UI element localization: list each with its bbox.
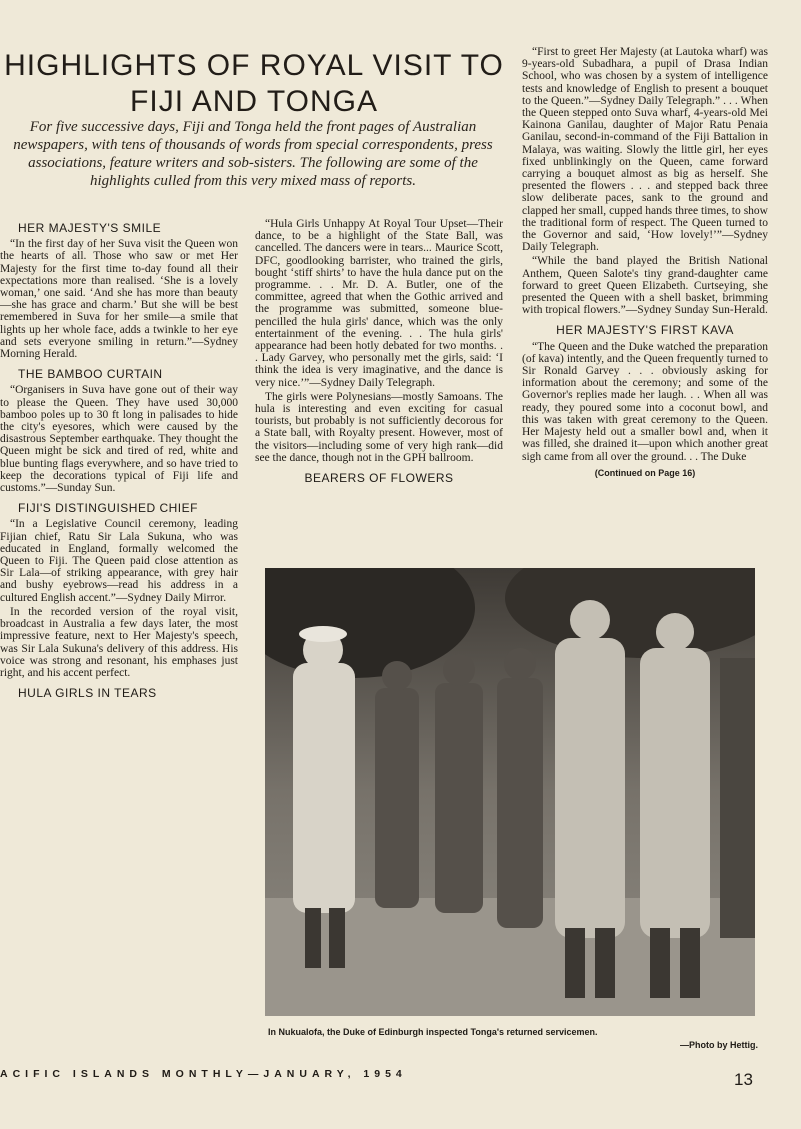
section-text-kava: “The Queen and the Duke watched the preparation (of kava) intently, and the Queen frequently turned to Sir Ronald Garvey . . . obviously asking for information about the ceremony; and some of the Governor's replies made her laugh. . . When all was ready, they poured some into a coconut bowl, and this was taken with great ceremony to the Queen. Her Majesty held out a smaller bowl and, when it was filled, she drained it—upon which another great sigh came from all over the ground. . . The Duke — [522, 340, 768, 463]
section-text-hula-2: The girls were Polynesians—mostly Samoans. The hula is interesting and even exciting for casual tourists, but probably is not sufficiently decorous for a State ball, with Royalty present. However, most of the visitors—including some of very high rank—did see the dance, though not in the GPH ballroom. — [255, 390, 503, 464]
photo-credit: —Photo by Hettig. — [680, 1040, 758, 1050]
article-title: HIGHLIGHTS OF ROYAL VISIT TO FIJI AND TONGA — [4, 49, 504, 118]
column-1 — [0, 214, 238, 703]
section-heading-smile: HER MAJESTY'S SMILE — [18, 221, 162, 235]
section-text-flowers: “First to greet Her Majesty (at Lautoka wharf) was 9-years-old Subadhara, a pupil of Drasa Indian School, who was chosen by a system of intelligence tests and knowledge of English to present a bouquet to the Queen.”—Sydney Daily Telegraph.” . . . When the Queen stepped onto Suva wharf, 4-years-old Mei Kainona Ganilau, daughter of Major Ratu Penaia Ganilau, second-in-command of the Fiji Battalion in Malaya, was waiting. Slowly the little girl, her eyes fixed unblinkingly on the Queen, came forward carrying a bouquet almost as big as herself. She presented the flowers . . . and stepped back three slow deliberate paces, sank to the ground and clapped her small, cupped hands three times, to show the traditional form of respect. The Queen turned to the Governor and said, ‘How lovely!’”—Sydney Daily Telegraph. — [522, 46, 768, 254]
photo-duke-inspection — [265, 568, 755, 1016]
section-heading-kava: HER MAJESTY'S FIRST KAVA — [556, 323, 734, 338]
section-text-chief-1: “In a Legislative Council ceremony, leading Fijian chief, Ratu Sir Lala Sukuna, who was educated in England, formally welcomed the Queen to Fiji. The Queen paid close attention as Sir Lala—of striking appearance, with grey hair and bushy eyebrows—read his address in a cultured English accent.”—Sydney Daily Mirror. — [0, 518, 238, 604]
section-heading-chief: FIJI'S DISTINGUISHED CHIEF — [18, 501, 198, 516]
photo-caption-text: In Nukualofa, the Duke of Edinburgh inspected Tonga's returned servicemen. — [268, 1027, 598, 1037]
section-text-hula: “Hula Girls Unhappy At Royal Tour Upset—Their dance, to be a highlight of the State Ball, was cancelled. The dancers were in tears... Maurice Scott, DFC, goodlooking barrister, who trained the girls, bought ‘stiff shirts’ to have the hula dance put on the programme. . . Mr. D. A. Butler, one of the committee, agreed that when the Gothic arrived and the programme was submitted, someone blue-pencilled the hula girls' dance, which was the only entertainment of the evening. . . The hula girls' appearance had been hotly debated for two months. . . Lady Garvey, who personally met the girls, said: ‘I think the idea is very imaginative, and the dance is very nice.’”—Sydney Daily Telegraph. — [255, 218, 503, 389]
article-intro: For five successive days, Fiji and Tonga held the front pages of Australian newspapers, with tens of thousands of words from special correspondents, press associations, feature writers and sob-sisters. The following are some of the highlights culled from this very mixed mass of reports. — [13, 119, 493, 189]
photo-caption — [268, 1026, 758, 1052]
section-text-curtain: “Organisers in Suva have gone out of their way to please the Queen. They have used 30,000 bamboo poles up to 30 ft long in palisades to hide the city's eyesores, which were caused by the disastrous September earthquake. They thought the Queen might be sick and tired of red, white and blue bunting flags everywhere, and so have tried to keep the decorations typical of Fiji life and customs.”—Sunday Sun. — [0, 384, 238, 495]
section-heading-curtain: THE BAMBOO CURTAIN — [18, 367, 163, 382]
column-2 — [255, 218, 503, 488]
continued-note: (Continued on Page 16) — [594, 467, 696, 478]
section-text-chief-2: In the recorded version of the royal visit, broadcast in Australia a few days later, the most impressive feature, next to Her Majesty's speech, was Sir Lala Sukuna's delivery of this address. His voice was strong and resonant, his emphases just right, and his accent perfect. — [0, 605, 238, 679]
section-heading-flowers: BEARERS OF FLOWERS — [304, 471, 454, 486]
photo-image — [265, 568, 755, 1016]
page-number: 13 — [734, 1070, 753, 1089]
section-heading-hula: HULA GIRLS IN TEARS — [18, 686, 157, 701]
section-text-smile: “In the first day of her Suva visit the Queen won the hearts of all. Those who saw or met Her Majesty for the first time to-day found all their expectations more than realised. ‘She is a lovely woman,’ one said. ‘And she has more than beauty—she has grace and charm.’ But she will be best remembered in Suva for her smile—a smile that lights up her whole face, adds a twinkle to her eye and sets everyone smiling in return.”—Sydney Morning Herald. — [0, 238, 238, 361]
column-3 — [522, 46, 768, 479]
section-text-flowers-2: “While the band played the British National Anthem, Queen Salote's tiny grand-daughter came forward to greet Queen Elizabeth. Curtseying, she presented the Queen with a shell basket, brimming with tropical flowers.”—Sydney Sunday Sun-Herald. — [522, 255, 768, 317]
page-footer: ACIFIC ISLANDS MONTHLY—JANUARY, 1954 — [0, 1068, 407, 1080]
